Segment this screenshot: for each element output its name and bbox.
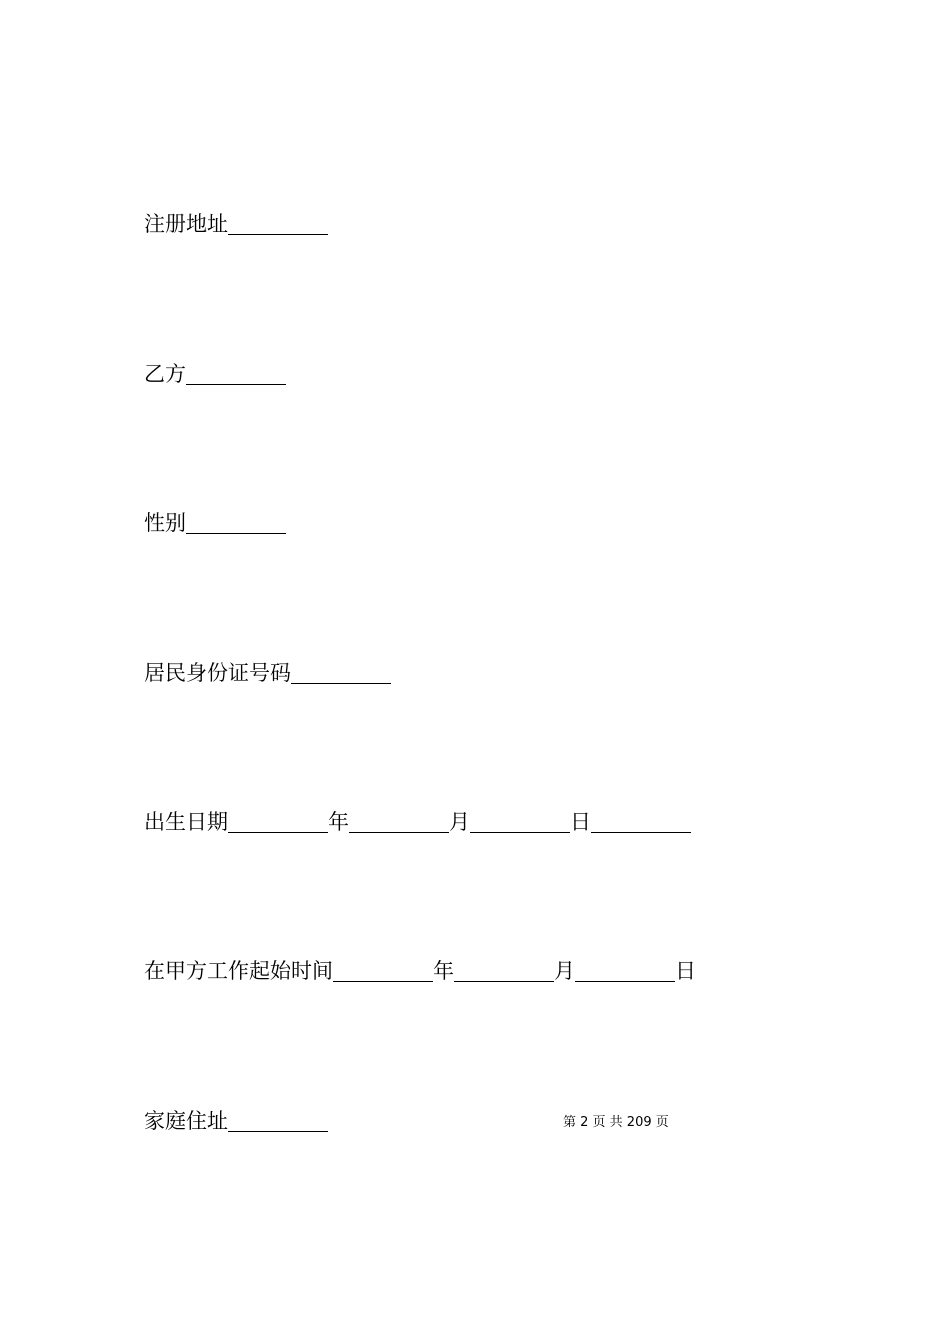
birth-date-blank-1[interactable] — [228, 810, 328, 833]
id-number-blank[interactable] — [291, 661, 391, 684]
start-month-blank[interactable] — [454, 959, 554, 982]
party-b-label: 乙方 — [144, 362, 186, 386]
start-date-row — [144, 957, 696, 985]
home-address-label: 家庭住址 — [144, 1109, 228, 1133]
id-number-label: 居民身份证号码 — [144, 661, 291, 685]
birth-day-unit: 日 — [570, 810, 591, 834]
birth-date-row — [144, 808, 691, 836]
birth-month-blank[interactable] — [470, 810, 570, 833]
start-month-unit: 月 — [554, 959, 575, 983]
start-day-unit: 日 — [675, 959, 696, 983]
birth-month-unit: 月 — [449, 810, 470, 834]
id-number-row — [144, 659, 391, 687]
start-date-label: 在甲方工作起始时间 — [144, 959, 333, 983]
start-year-blank[interactable] — [333, 959, 433, 982]
birth-date-label: 出生日期 — [144, 810, 228, 834]
party-b-blank[interactable] — [186, 362, 286, 385]
page-indicator: 第 2 页 共 209 页 — [563, 1115, 669, 1130]
start-year-unit: 年 — [433, 959, 454, 983]
party-b-row — [144, 360, 286, 388]
registered-address-blank[interactable] — [228, 212, 328, 235]
birth-year-blank[interactable] — [349, 810, 449, 833]
home-address-row — [144, 1107, 328, 1135]
registered-address-row — [144, 210, 328, 238]
start-day-blank[interactable] — [575, 959, 675, 982]
gender-label: 性别 — [144, 511, 186, 535]
gender-blank[interactable] — [186, 511, 286, 534]
gender-row — [144, 509, 286, 537]
birth-year-unit: 年 — [328, 810, 349, 834]
birth-day-blank[interactable] — [591, 810, 691, 833]
registered-address-label: 注册地址 — [144, 212, 228, 236]
home-address-blank[interactable] — [228, 1109, 328, 1132]
